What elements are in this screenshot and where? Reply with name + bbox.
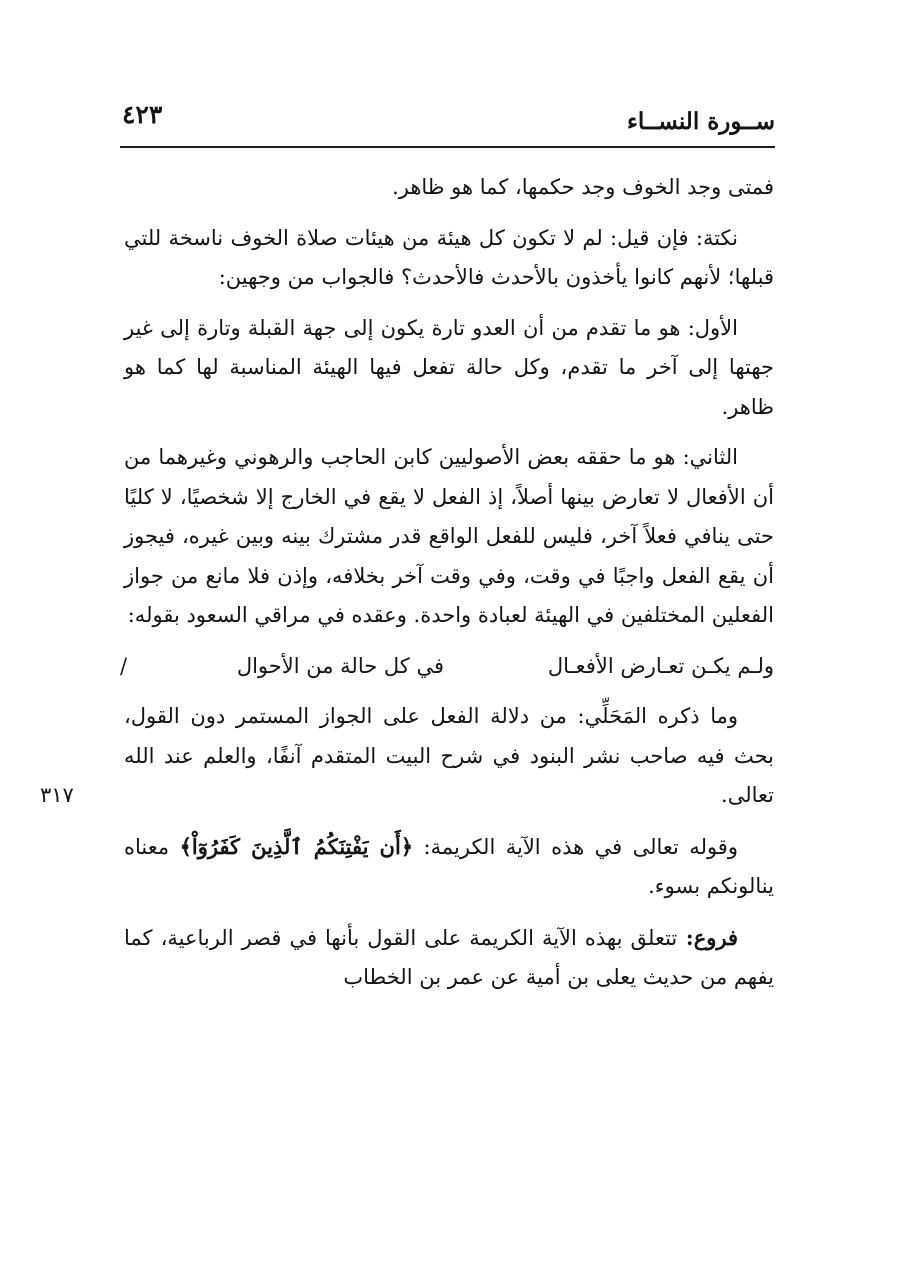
paragraph-lead: الأول: <box>680 315 738 340</box>
paragraph-conclusion <box>124 168 774 208</box>
paragraph-verse-meaning <box>124 827 774 907</box>
paragraph-text-end: معناه ينالونكم بسوء. <box>124 834 774 898</box>
page-header <box>120 100 775 146</box>
paragraph-text: وقوله تعالى في هذه الآية الكريمة: <box>413 834 738 859</box>
verse-page-marker: / <box>120 653 128 678</box>
paragraph-furu <box>124 918 774 998</box>
paragraph-second-answer <box>124 438 774 636</box>
verse-first-hemistich: ولـم يكـن تعـارض الأفعـال <box>547 653 774 678</box>
paragraph-text: هو ما تقدم من أن العدو تارة يكون إلى جهة القبلة وتارة إلى غير جهتها إلى آخر ما تقدم، وكل حالة تفعل فيها الهيئة المناسبة لها كما هو ظاهر. <box>124 315 774 419</box>
paragraph-text: فمتى وجد الخوف وجد حكمها، كما هو ظاهر. <box>392 175 774 199</box>
paragraph-lead: فروع: <box>677 924 738 950</box>
paragraph-lead: نكتة: <box>688 225 738 250</box>
paragraph-text: هو ما حققه بعض الأصوليين كابن الحاجب والرهوني وغيرهما من أن الأفعال لا تعارض بينها أصلاً، إذ الفعل لا يقع في الخارج إلا شخصيًا، لا كليًا حتى ينافي فعلاً آخر، فليس للفعل الواقع قدر مشترك بينه وبين غيره، فيجوز أن يقع الفعل واجبًا في وقت، وفي وقت آخر بخلافه، وإذن فلا مانع من جواز الفعلين المختلفين في الهيئة لعبادة واحدة. وعقده في مراقي السعود بقوله: <box>124 445 774 627</box>
paragraph-text: فإن قيل: لم لا تكون كل هيئة من هيئات صلاة الخوف ناسخة للتي قبلها؛ لأنهم كانوا يأخذون بالأحدث فالأحدث؟ فالجواب من وجهين: <box>124 225 774 289</box>
header-divider <box>120 146 775 148</box>
poetry-verse <box>120 647 774 687</box>
paragraph-text: وما ذكره المَحَلِّي: من دلالة الفعل على الجواز المستمر دون القول، بحث فيه صاحب نشر البنود في شرح البيت المتقدم آنفًا، والعلم عند الله تعالى. <box>124 704 774 807</box>
paragraph-nukta <box>124 219 774 298</box>
paragraph-lead: الثاني: <box>675 445 738 469</box>
quran-quote: ﴿أَن يَفْتِنَكُمُ ٱلَّذِينَ كَفَرُوٓاْ﴾ <box>179 833 414 859</box>
body-text <box>120 168 774 1009</box>
paragraph-mahalli <box>124 697 774 816</box>
paragraph-first-answer <box>124 309 774 428</box>
verse-second-hemistich: في كل حالة من الأحوال <box>236 653 444 678</box>
manuscript-page-number: ٣١٧ <box>40 783 74 807</box>
page-number: ٤٢٣ <box>122 100 163 129</box>
surah-title: ســورة النســاء <box>627 108 775 135</box>
paragraph-text: تتعلق بهذه الآية الكريمة على القول بأنها في قصر الرباعية، كما يفهم من حديث يعلى بن أمية عن عمر بن الخطاب <box>124 925 774 989</box>
